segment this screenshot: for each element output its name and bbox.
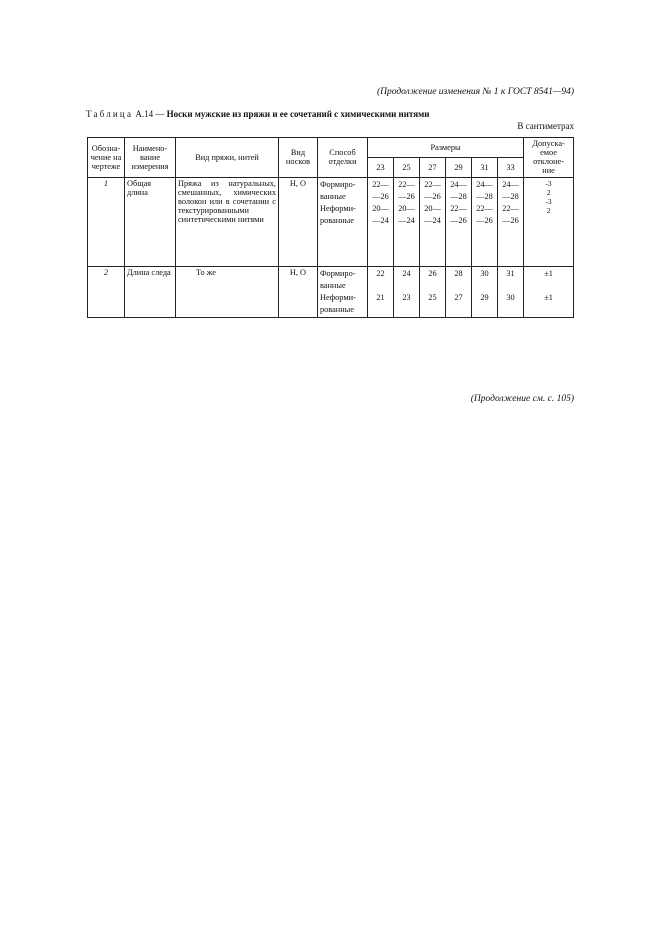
row2-size-29 [446,266,472,317]
row1-tolerance [524,177,574,266]
finish-line: ванные [320,280,346,290]
row1-size-27 [420,177,446,266]
row2-size-33 [498,266,524,317]
tolerance-value: 2 [546,205,551,215]
tolerance-value: ±1 [544,268,553,278]
row2-size-25 [394,266,420,317]
size-23-header: 23 [368,157,394,177]
size-value: —28 [476,191,493,201]
caption-title: Носки мужские из пряжи и ее сочетаний с химическими нитями [166,109,430,119]
finish-line: Неформи- [320,203,356,213]
finish-line: ванные [320,191,346,201]
size-value: —26 [476,215,493,225]
measure-name-header: Наимено- вание измерения [125,138,176,178]
row2-size-23 [368,266,394,317]
caption-prefix: Таблица [86,109,134,119]
size-33-header: 33 [498,157,524,177]
size-27-header: 27 [420,157,446,177]
row1-size-23 [368,177,394,266]
size-value: —24 [424,215,441,225]
size-value: 28 [454,268,463,278]
size-value: —28 [450,191,467,201]
size-value: —26 [398,191,415,201]
designation-header: Обозна- чение на чертеже [88,138,125,178]
size-25-header: 25 [394,157,420,177]
size-value: 22— [398,179,415,189]
finish-line: Формиро- [320,179,356,189]
caption-number: А.14 [135,109,154,119]
size-value: —24 [372,215,389,225]
tolerance-header: Допуска- емое отклоне- ние [524,138,574,178]
table-row [88,266,574,317]
finish-line: рованные [320,215,354,225]
row1-size-25 [394,177,420,266]
finish-method-header: Способ отделки [318,138,368,178]
size-value: 25 [428,292,437,302]
size-value: 22— [502,203,519,213]
row1-size-29 [446,177,472,266]
size-value: 23 [402,292,411,302]
size-value: 24— [476,179,493,189]
tolerance-value: -3 [545,178,552,188]
header-row [88,138,574,158]
size-value: 29 [480,292,489,302]
size-value: 20— [398,203,415,213]
size-value: 20— [372,203,389,213]
row2-designation: 2 [88,266,125,317]
size-31-header: 31 [472,157,498,177]
size-value: 31 [506,268,515,278]
size-value: 24— [450,179,467,189]
size-value: —26 [372,191,389,201]
size-value: 22— [372,179,389,189]
size-value: 22— [476,203,493,213]
finish-line: Неформи- [320,292,356,302]
size-value: —24 [398,215,415,225]
sizes-table [87,137,574,318]
row1-finish-method [318,177,368,266]
tolerance-value: ±1 [544,292,553,302]
size-value: —28 [502,191,519,201]
size-value: 22— [450,203,467,213]
size-value: 22 [376,268,385,278]
size-value: —26 [502,215,519,225]
row1-size-31 [472,177,498,266]
size-value: 21 [376,292,385,302]
row1-size-33 [498,177,524,266]
table-row [88,177,574,266]
finish-line: Формиро- [320,268,356,278]
size-value: 30 [506,292,515,302]
row2-toe-type: Н, О [279,266,318,317]
row2-size-31 [472,266,498,317]
size-value: —26 [450,215,467,225]
size-value: 24 [402,268,411,278]
row1-yarn-type: Пряжа из натуральных, смешанных, химических волокон или в сочетании с текстурированными синтетическими нитями [176,177,279,266]
tolerance-value: -3 [545,196,552,206]
continuation-footer-note: (Продолжение см. с. 105) [470,394,574,404]
toe-type-header: Вид носков [279,138,318,178]
size-value: 27 [454,292,463,302]
size-value: 26 [428,268,437,278]
size-29-header: 29 [446,157,472,177]
finish-line: рованные [320,304,354,314]
size-value: 22— [424,179,441,189]
row1-measure-name: Общая длина [125,177,176,266]
table-caption [86,109,429,119]
row1-toe-type: Н, О [279,177,318,266]
size-value: —26 [424,191,441,201]
row2-measure-name: Длина следа [125,266,176,317]
size-value: 30 [480,268,489,278]
continuation-header-note: (Продолжение изменения № 1 к ГОСТ 8541—94) [376,87,574,97]
row1-designation: 1 [88,177,125,266]
row2-yarn-type: То же [176,266,279,317]
size-value: 20— [424,203,441,213]
sizes-header: Размеры [368,138,524,158]
units-note: В сантиметрах [517,121,574,131]
row2-tolerance [524,266,574,317]
row2-size-27 [420,266,446,317]
row2-finish-method [318,266,368,317]
size-value: 24— [502,179,519,189]
caption-dash: — [155,109,165,119]
tolerance-value: 2 [546,187,551,197]
yarn-type-header: Вид пряжи, нитей [176,138,279,178]
